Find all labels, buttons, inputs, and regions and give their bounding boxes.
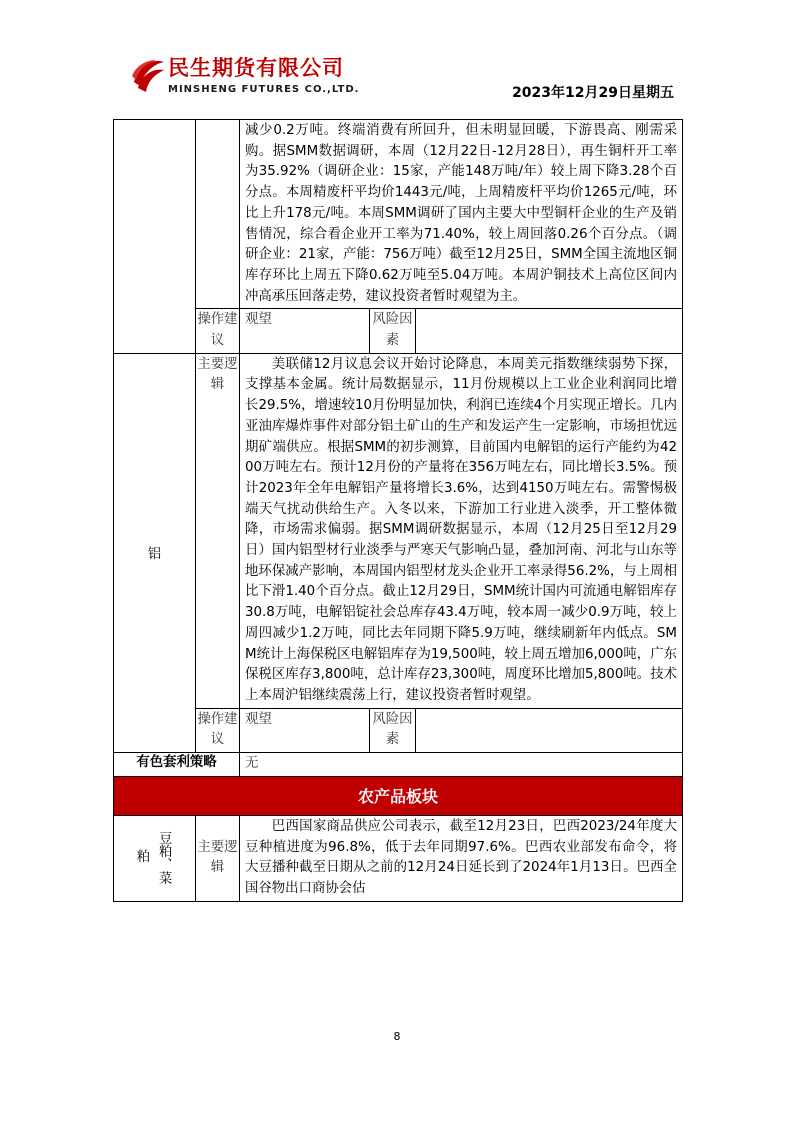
copper-logic-label-cell <box>196 120 240 309</box>
aluminum-category-cell <box>114 353 196 752</box>
copper-risk-label: 风险因素 <box>372 312 413 349</box>
page-header <box>0 0 794 120</box>
copper-category-cell <box>114 120 196 354</box>
soy-category-left: 粕 <box>136 850 151 866</box>
copper-operation-value: 观望 <box>245 312 272 328</box>
soy-logic-text: 巴西国家商品供应公司表示，截至12月23日，巴西2023/24年度大豆种植进度为96.8%，低于去年同期97.6%。巴西农业部发布命令，将大豆播种截至日期从之前的12月24日延长到了2024年1月13日。巴西全国谷物出口商协会估 <box>245 818 677 896</box>
soy-logic-row <box>114 815 683 901</box>
aluminum-operation-label: 操作建议 <box>197 711 238 748</box>
aluminum-operation-value: 观望 <box>245 711 272 727</box>
copper-continued-row <box>114 120 683 309</box>
company-logo <box>128 52 358 102</box>
copper-risk-value <box>416 309 682 311</box>
aluminum-operation-row <box>114 708 683 752</box>
soy-category-right: 豆粕、菜 <box>156 831 172 885</box>
minsheng-logo-icon <box>128 52 168 98</box>
report-table <box>113 119 683 902</box>
company-name-cn: 民生期货有限公司 <box>168 56 344 80</box>
report-date: 2023年12月29日星期五 <box>512 85 674 101</box>
copper-operation-row <box>114 309 683 353</box>
agri-section-row <box>114 776 683 815</box>
aluminum-risk-label: 风险因素 <box>372 711 413 748</box>
agri-section-title: 农产品板块 <box>114 776 683 815</box>
soy-category-cell <box>114 815 196 901</box>
copper-logic-text: 减少0.2万吨。终端消费有所回升，但未明显回暖，下游畏高、刚需采购。据SMM数据调研，本周（12月22日-12月28日），再生铜杆开工率为35.92%（调研企业：15家，产能148万吨/年）较上周下降3.28个百分点。本周精废杆平均价1443元/吨，上周精废杆平均价1265元/吨，环比上升178元/吨。本周SMM调研了国内主要大中型铜杆企业的生产及销售情况，综合看企业开工率为71.40%，较上周回落0.26个百分点。（调研企业：21家，产能：756万吨）截至12月25日，SMM全国主流地区铜库存环比上周五下降0.62万吨至5.04万吨。本周沪铜技术上高位区间内冲高承压回落走势，建议投资者暂时观望为主。 <box>245 123 677 304</box>
aluminum-logic-row <box>114 353 683 708</box>
arbitrage-label: 有色套利策略 <box>114 753 240 777</box>
arbitrage-value: 无 <box>245 756 259 772</box>
aluminum-logic-label: 主要逻辑 <box>197 356 238 393</box>
company-name-en: MINSHENG FUTURES CO.,LTD. <box>168 84 360 95</box>
copper-logic-cell <box>240 120 683 309</box>
soy-logic-label: 主要逻辑 <box>197 839 238 876</box>
aluminum-logic-text: 美联储12月议息会议开始讨论降息，本周美元指数继续弱势下探，支撑基本金属。统计局数据显示，11月份规模以上工业企业利润同比增长29.5%，增速较10月份明显加快，利润已连续4个月实现正增长。几内亚油库爆炸事件对部分铝土矿山的生产和发运产生一定影响，市场担忧远期矿端供应。根据SMM的初步测算，目前国内电解铝的运行产能约为4200万吨左右。预计12月份的产量将在356万吨左右，同比增长3.5%。预计2023年全年电解铝产量将增长3.6%，达到4150万吨左右。需警惕极端天气扰动供给生产。入冬以来，下游加工行业进入淡季，开工整体微降，市场需求偏弱。据SMM调研数据显示，本周（12月25日至12月29日）国内铝型材行业淡季与严寒天气影响凸显，叠加河南、河北与山东等地环保减产影响，本周国内铝型材龙头企业开工率录得56.2%，与上周相比下滑1.40个百分点。截止12月29日，SMM统计国内可流通电解铝库存30.8万吨，电解铝锭社会总库存43.4万吨，较本周一减少0.9万吨，较上周四减少1.2万吨，同比去年同期下降5.9万吨，继续刷新年内低点。SMM统计上海保税区电解铝库存为19,500吨，较上周五增加6,000吨，广东保税区库存3,800吨，总计库存23,300吨，周度环比增加5,800吨。技术上本周沪铝继续震荡上行，建议投资者暂时观望。 <box>245 356 677 703</box>
page-number: 8 <box>393 1030 401 1043</box>
soy-logic-label-cell <box>196 815 240 901</box>
copper-operation-label: 操作建议 <box>197 312 238 349</box>
aluminum-risk-value <box>416 709 682 711</box>
aluminum-category: 铝 <box>147 547 162 563</box>
arbitrage-row <box>114 753 683 777</box>
